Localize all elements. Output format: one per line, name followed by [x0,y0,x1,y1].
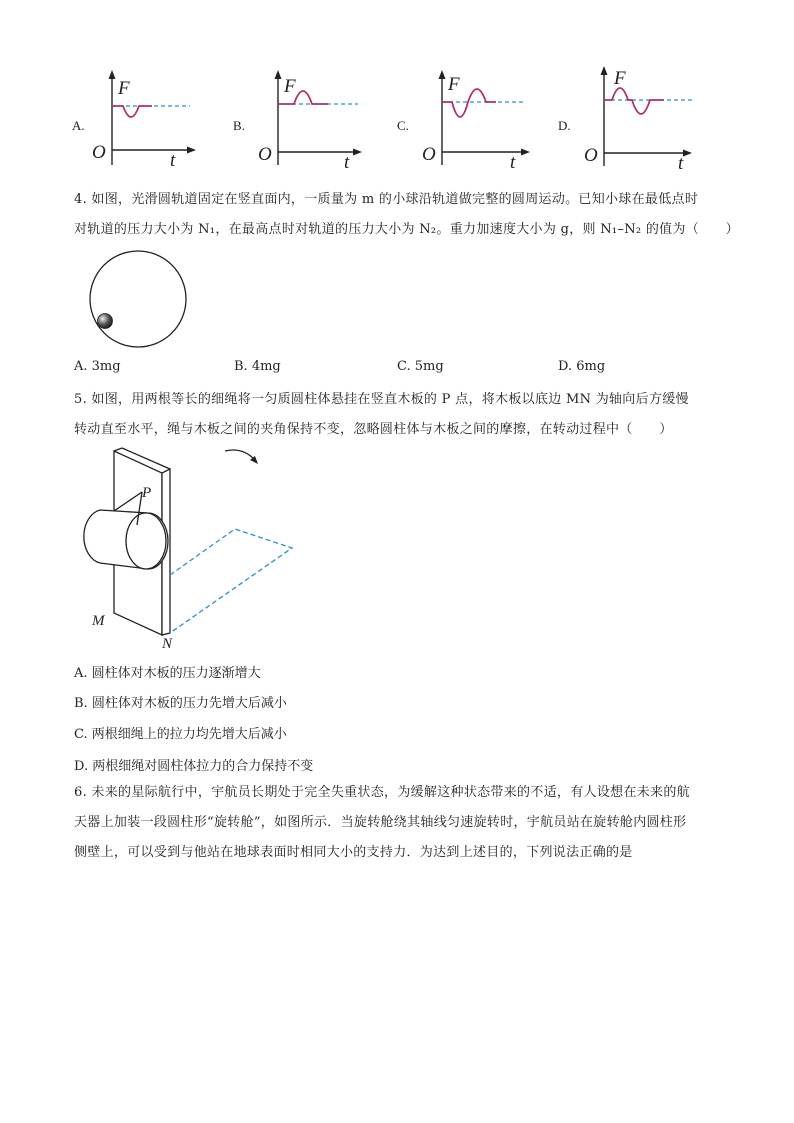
f-axis-label: F [614,68,626,89]
q5-option-d: D. 两根细绳对圆柱体拉力的合力保持不变 [74,759,314,774]
option-d-label: D. [558,118,571,133]
q4-option-c: C. 5mg [397,359,444,374]
f-axis-label: F [284,76,296,97]
q4-option-a: A. 3mg [74,359,121,374]
option-c-label: C. [397,118,409,133]
ball [98,314,113,329]
t-axis-label: t [344,152,350,170]
graph-c [420,70,535,170]
graph-b [256,70,366,170]
question-4-line-1: 4. 如图，光滑圆轨道固定在竖直面内，一质量为 m 的小球沿轨道做完整的圆周运动。已知小球在最低点时 [74,192,699,207]
circle-track-figure [86,250,192,350]
t-axis-label: t [510,152,516,170]
cylinder-board-figure [70,445,300,650]
option-b-label: B. [233,118,245,133]
f-axis-label: F [118,78,130,99]
t-axis-label: t [678,153,684,172]
question-5-text [74,385,734,445]
graph-a [90,70,200,170]
question-5-line-2: 转动直至水平，绳与木板之间的夹角保持不变，忽略圆柱体与木板之间的摩擦，在转动过程中（ ） [74,422,673,437]
origin-label: O [584,145,598,166]
graph-d [582,66,697,172]
q5-option-c: C. 两根细绳上的拉力均先增大后减小 [74,727,287,742]
question-6-line-3: 侧壁上，可以受到与他站在地球表面时相同大小的支持力．为达到上述目的，下列说法正确的是 [74,845,633,860]
point-n-label: N [162,636,173,650]
origin-label: O [258,144,272,165]
question-4-text [74,185,739,245]
q5-option-a: A. 圆柱体对木板的压力逐渐增大 [74,666,261,681]
f-axis-label: F [448,74,460,95]
question-6-line-1: 6. 未来的星际航行中，宇航员长期处于完全失重状态，为缓解这种状态带来的不适，有人设想在未来的航 [74,785,690,800]
option-a-label: A. [72,118,85,133]
q4-option-b: B. 4mg [234,359,281,374]
t-axis-label: t [170,150,176,170]
question-6-text [74,778,734,868]
question-5-line-1: 5. 如图，用两根等长的细绳将一匀质圆柱体悬挂在竖直木板的 P 点，将木板以底边 MN 为轴向后方缓慢 [74,392,689,407]
q4-option-d: D. 6mg [558,359,606,374]
origin-label: O [92,142,106,163]
point-m-label: M [92,613,105,629]
question-4-line-2: 对轨道的压力大小为 N₁，在最高点时对轨道的压力大小为 N₂。重力加速度大小为 g，则 N₁–N₂ 的值为（ ） [74,222,739,237]
q5-option-b: B. 圆柱体对木板的压力先增大后减小 [74,696,287,711]
question-6-line-2: 天器上加装一段圆柱形“旋转舱”，如图所示．当旋转舱绕其轴线匀速旋转时，宇航员站在旋转舱内圆柱形 [74,815,687,830]
origin-label: O [422,144,436,165]
point-p-label: P [142,485,152,501]
